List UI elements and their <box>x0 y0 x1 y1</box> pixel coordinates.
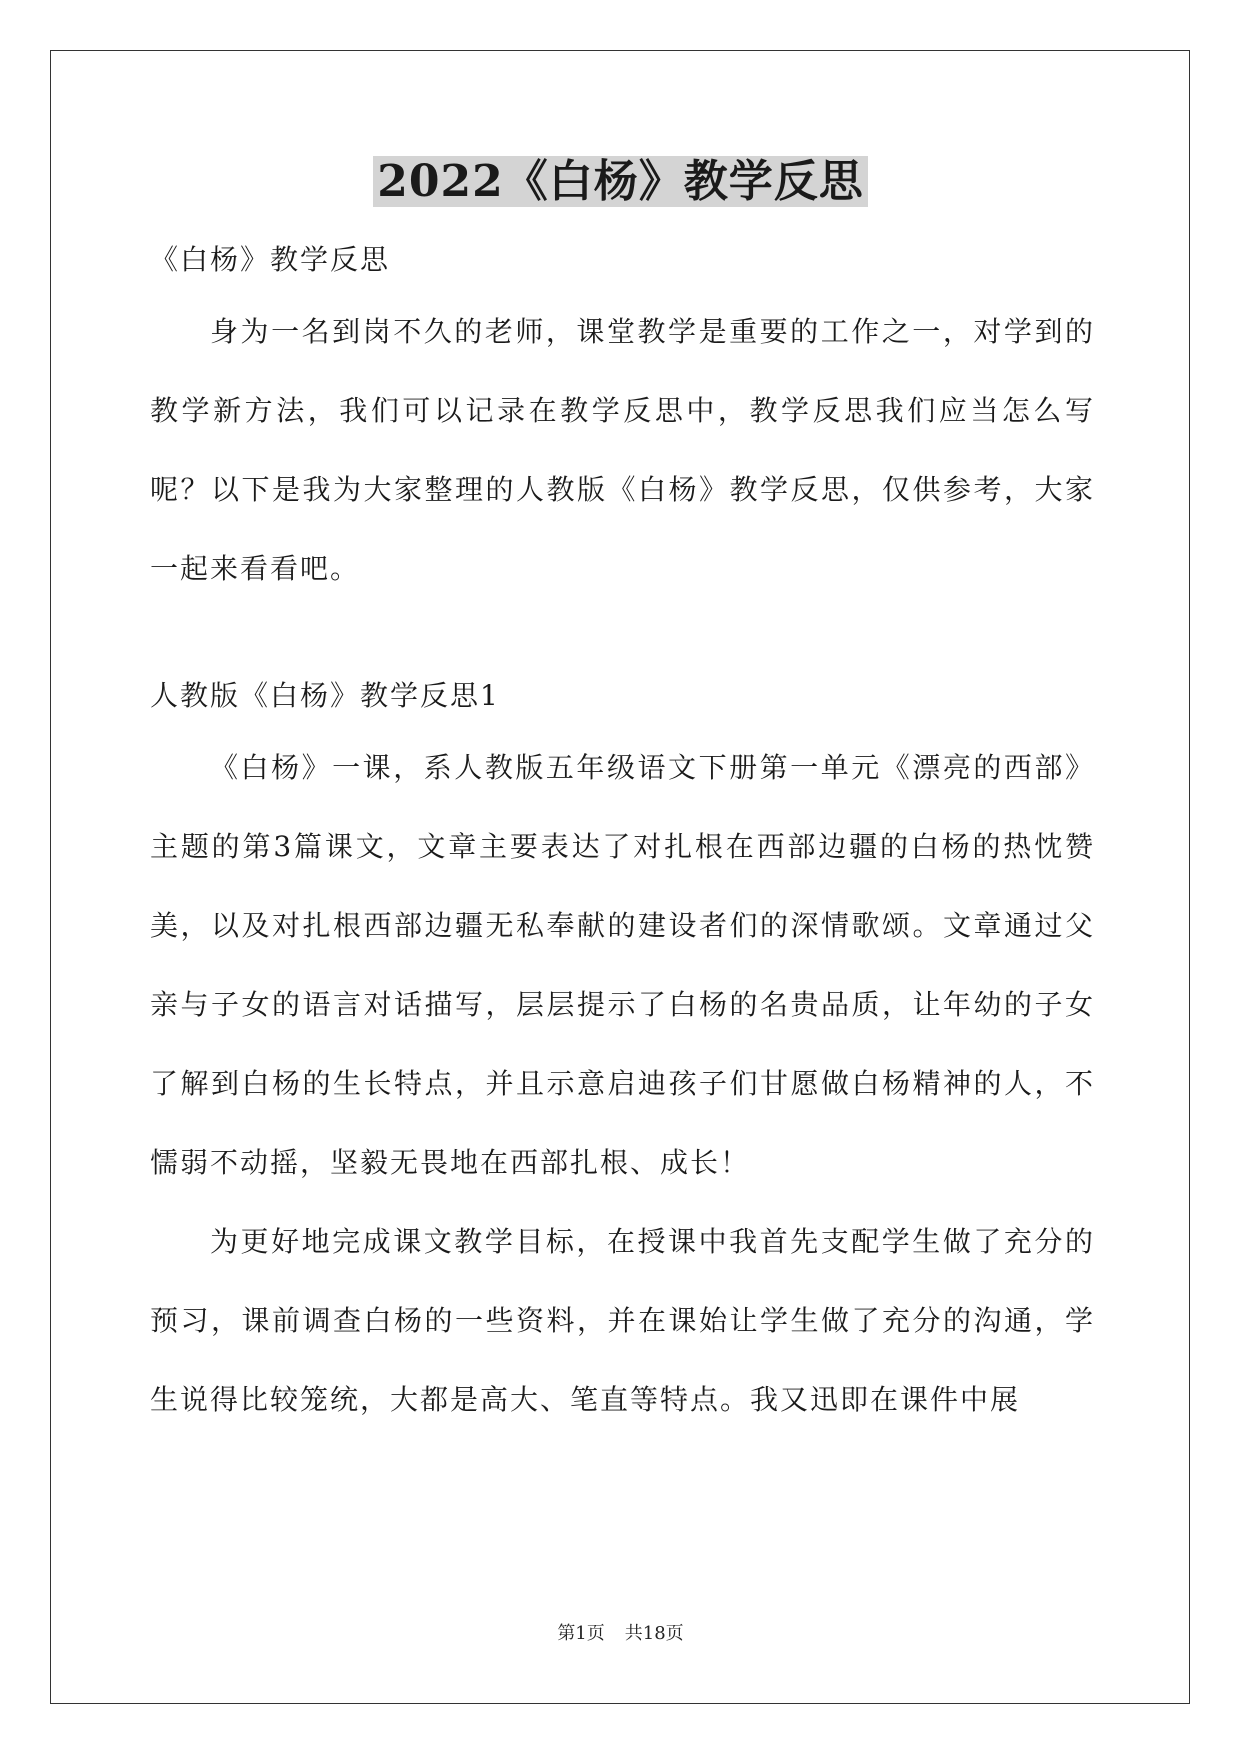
subheading-main: 《白杨》教学反思 <box>150 243 391 276</box>
body-paragraph-1: 《白杨》一课，系人教版五年级语文下册第一单元《漂亮的西部》主题的第3篇课文，文章主要表达了对扎根在西部边疆的白杨的热忱赞美，以及对扎根西部边疆无私奉献的建设者们的深情歌颂。文章通过父亲与子女的语言对话描写，层层提示了白杨的名贵品质，让年幼的子女了解到白杨的生长特点，并且示意启迪孩子们甘愿做白杨精神的人，不懦弱不动摇，坚毅无畏地在西部扎根、成长！ <box>150 751 1095 1179</box>
intro-paragraph: 身为一名到岗不久的老师，课堂教学是重要的工作之一，对学到的教学新方法，我们可以记录在教学反思中，教学反思我们应当怎么写呢？以下是我为大家整理的人教版《白杨》教学反思，仅供参考，大家一起来看看吧。 <box>150 315 1095 585</box>
intro-section <box>150 292 1095 608</box>
page-total: 共18页 <box>624 1623 684 1644</box>
page-number: 第1页 <box>557 1623 605 1644</box>
subheading-reflection-1: 人教版《白杨》教学反思1 <box>150 679 500 712</box>
body-paragraph-2: 为更好地完成课文教学目标，在授课中我首先支配学生做了充分的预习，课前调查白杨的一些资料，并在课始让学生做了充分的沟通，学生说得比较笼统，大都是高大、笔直等特点。我又迅即在课件中展 <box>150 1225 1095 1416</box>
reflection-1-section <box>150 728 1095 1439</box>
document-title <box>0 152 1241 212</box>
document-title-text: 2022《白杨》教学反思 <box>373 156 867 207</box>
page-footer <box>0 1622 1241 1646</box>
